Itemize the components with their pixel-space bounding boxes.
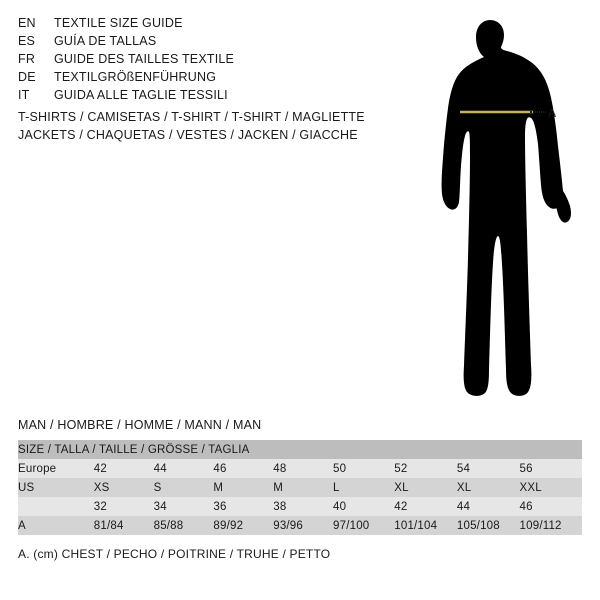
cell: 109/112 (520, 516, 582, 535)
cell: 101/104 (394, 516, 457, 535)
language-code: ES (18, 34, 36, 48)
language-row (18, 52, 378, 70)
category-line-jackets: JACKETS / CHAQUETAS / VESTES / JACKEN / GIACCHE (18, 128, 358, 142)
cell: 93/96 (273, 516, 333, 535)
cell: 81/84 (94, 516, 154, 535)
cell: 34 (154, 497, 214, 516)
language-code: DE (18, 70, 36, 84)
table-title: MAN / HOMBRE / HOMME / MANN / MAN (18, 418, 262, 432)
cell: M (213, 478, 273, 497)
cell: 44 (154, 459, 214, 478)
size-table (18, 440, 582, 535)
language-row (18, 16, 378, 34)
cell: 46 (520, 497, 582, 516)
table-row (18, 478, 582, 497)
cell: 54 (457, 459, 520, 478)
category-list (18, 110, 418, 146)
table-header-row (18, 440, 582, 459)
measure-leader-dashes (530, 112, 546, 114)
cell: 52 (394, 459, 457, 478)
table-row (18, 459, 582, 478)
row-label: Europe (18, 459, 94, 478)
cell: XL (457, 478, 520, 497)
language-code: EN (18, 16, 36, 30)
row-label (18, 497, 94, 516)
cell: XS (94, 478, 154, 497)
cell: 56 (520, 459, 582, 478)
cell: 48 (273, 459, 333, 478)
table-row (18, 497, 582, 516)
language-text: GUIDA ALLE TAGLIE TESSILI (54, 88, 228, 102)
silhouette-icon (415, 8, 590, 403)
measure-marker-label: A (548, 106, 557, 120)
language-code: FR (18, 52, 36, 66)
cell: S (154, 478, 214, 497)
language-row (18, 88, 378, 106)
cell: 32 (94, 497, 154, 516)
cell: L (333, 478, 394, 497)
language-text: GUÍA DE TALLAS (54, 34, 157, 48)
cell: 42 (394, 497, 457, 516)
cell: 44 (457, 497, 520, 516)
language-code: IT (18, 88, 30, 102)
language-text: GUIDE DES TAILLES TEXTILE (54, 52, 235, 66)
cell: 38 (273, 497, 333, 516)
cell: 36 (213, 497, 273, 516)
category-line-tshirts: T-SHIRTS / CAMISETAS / T-SHIRT / T-SHIRT / MAGLIETTE (18, 110, 365, 124)
table-header-label: SIZE / TALLA / TAILLE / GRÖSSE / TAGLIA (18, 440, 582, 459)
row-label: US (18, 478, 94, 497)
cell: XL (394, 478, 457, 497)
cell: 89/92 (213, 516, 273, 535)
cell: 97/100 (333, 516, 394, 535)
cell: 85/88 (154, 516, 214, 535)
cell: XXL (520, 478, 582, 497)
language-row (18, 34, 378, 52)
cell: 50 (333, 459, 394, 478)
language-text: TEXTILGRÖßENFÜHRUNG (54, 70, 217, 84)
language-text: TEXTILE SIZE GUIDE (54, 16, 183, 30)
language-list (18, 16, 378, 106)
table-row (18, 516, 582, 535)
cell: 42 (94, 459, 154, 478)
cell: 105/108 (457, 516, 520, 535)
cell: 40 (333, 497, 394, 516)
man-silhouette-figure (415, 8, 590, 403)
row-label: A (18, 516, 94, 535)
cell: 46 (213, 459, 273, 478)
footer-note: A. (cm) CHEST / PECHO / POITRINE / TRUHE / PETTO (18, 547, 331, 561)
cell: M (273, 478, 333, 497)
language-row (18, 70, 378, 88)
